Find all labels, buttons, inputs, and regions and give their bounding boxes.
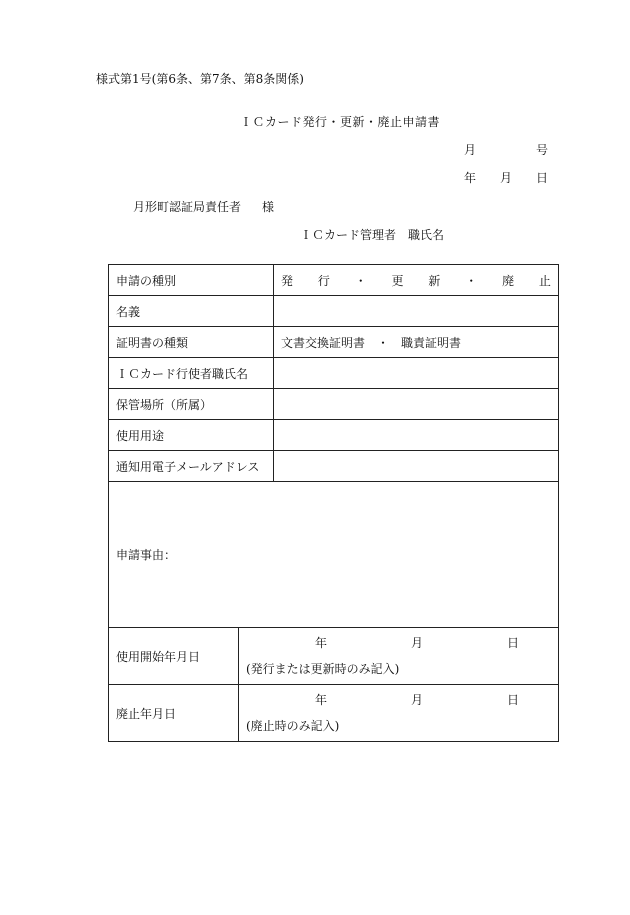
option-sep-2: ・ — [465, 273, 478, 288]
document-title: ＩＣカード発行・更新・廃止申請書 — [240, 115, 441, 129]
cert-type-label: 証明書の種類 — [109, 327, 274, 358]
row-card-user — [109, 358, 559, 389]
row-purpose — [109, 420, 559, 451]
option-renew-1: 更 — [391, 273, 404, 288]
form-number: 様式第1号(第6条、第7条、第8条関係) — [96, 72, 304, 86]
start-year: 年 — [315, 636, 328, 650]
end-date-field[interactable] — [239, 685, 559, 742]
row-cert-type — [109, 327, 559, 358]
row-name — [109, 296, 559, 327]
storage-field[interactable] — [274, 389, 559, 420]
end-year: 年 — [315, 693, 328, 707]
row-storage — [109, 389, 559, 420]
row-end-date — [109, 685, 559, 742]
cert-type-value[interactable]: 文書交換証明書 ・ 職責証明書 — [274, 327, 559, 358]
ref-number: 号 — [536, 143, 549, 157]
start-day: 日 — [507, 636, 520, 650]
card-user-label: ＩＣカード行使者職氏名 — [109, 358, 274, 389]
row-reason — [109, 482, 559, 628]
application-type-label: 申請の種別 — [109, 265, 274, 296]
end-day: 日 — [507, 693, 520, 707]
ref-month: 月 — [464, 143, 477, 157]
option-revoke-1: 廃 — [502, 273, 515, 288]
option-revoke-2: 止 — [538, 273, 551, 288]
option-renew-2: 新 — [428, 273, 441, 288]
name-field[interactable] — [274, 296, 559, 327]
date-year: 年 — [464, 171, 477, 185]
addressee: 月形町認証局責任者 — [133, 200, 242, 214]
storage-label: 保管場所（所属） — [109, 389, 274, 420]
purpose-field[interactable] — [274, 420, 559, 451]
applicant-label: ＩＣカード管理者 職氏名 — [300, 228, 445, 242]
date-day: 日 — [536, 171, 549, 185]
email-field[interactable] — [274, 451, 559, 482]
date-month: 月 — [500, 171, 513, 185]
row-email — [109, 451, 559, 482]
option-issue-2: 行 — [317, 273, 330, 288]
application-type-options[interactable] — [274, 265, 559, 296]
reason-label: 申請事由： — [116, 548, 177, 562]
end-month: 月 — [411, 693, 424, 707]
row-application-type — [109, 265, 559, 296]
start-date-label: 使用開始年月日 — [109, 628, 239, 685]
reason-field[interactable] — [109, 482, 559, 628]
addressee-honorific: 様 — [262, 200, 275, 214]
option-issue-1: 発 — [281, 273, 294, 288]
name-label: 名義 — [109, 296, 274, 327]
card-user-field[interactable] — [274, 358, 559, 389]
start-note: (発行または更新時のみ記入) — [246, 662, 400, 676]
row-start-date — [109, 628, 559, 685]
purpose-label: 使用用途 — [109, 420, 274, 451]
application-form-table — [108, 264, 559, 742]
start-date-field[interactable] — [239, 628, 559, 685]
end-note: (廃止時のみ記入) — [246, 719, 340, 733]
start-month: 月 — [411, 636, 424, 650]
email-label: 通知用電子メールアドレス — [109, 451, 274, 482]
end-date-label: 廃止年月日 — [109, 685, 239, 742]
option-sep-1: ・ — [354, 273, 367, 288]
